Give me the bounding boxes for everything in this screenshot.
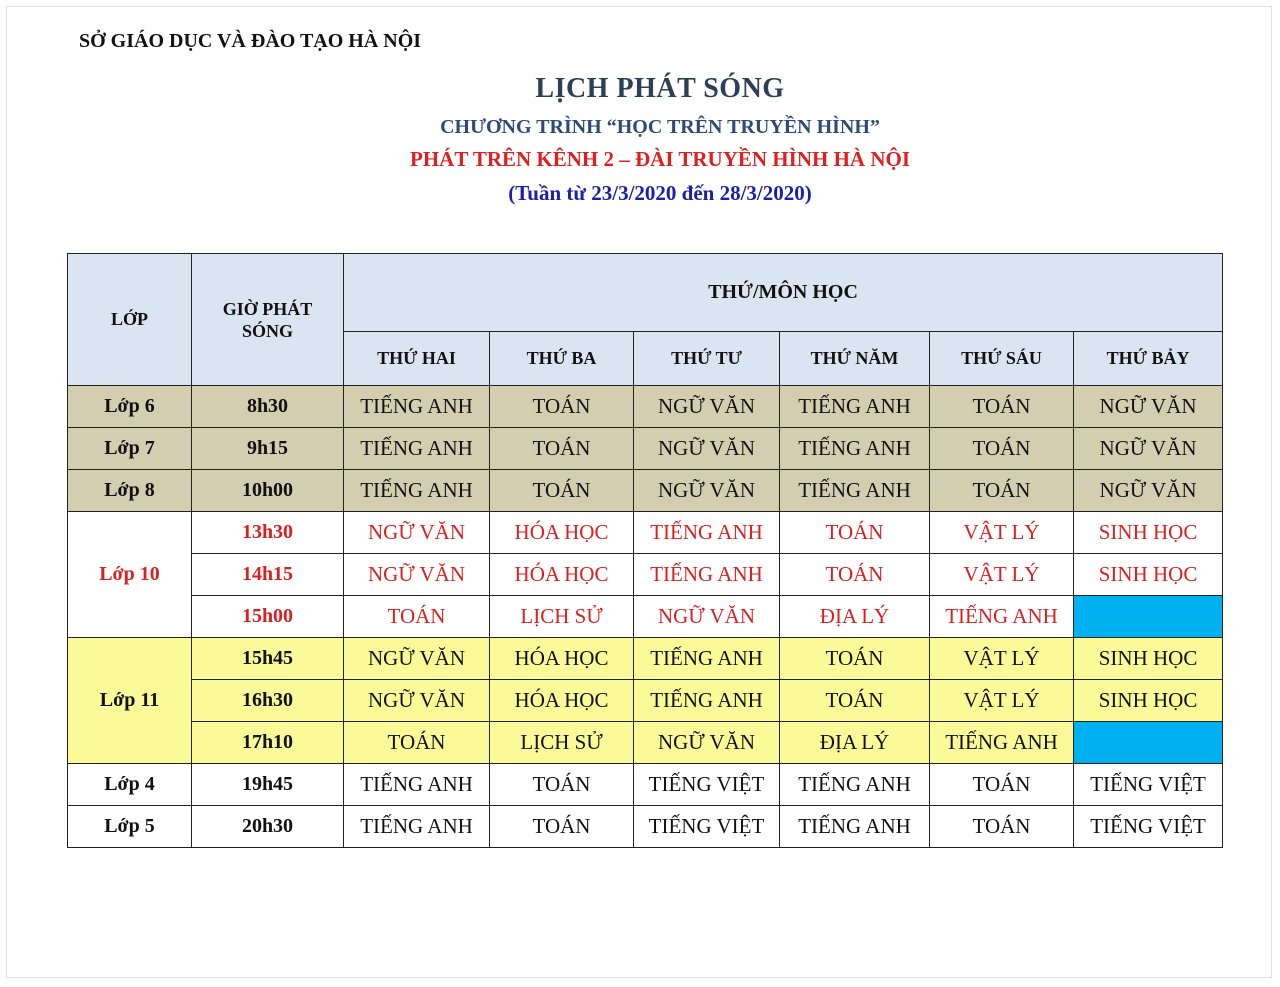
broadcast-schedule-table <box>67 253 1223 848</box>
subject-cell: TOÁN <box>780 512 930 554</box>
table-row <box>68 428 1223 470</box>
subject-cell: NGỮ VĂN <box>344 680 490 722</box>
subject-cell: SINH HỌC <box>1074 638 1223 680</box>
subject-cell: VẬT LÝ <box>930 680 1074 722</box>
subject-cell: NGỮ VĂN <box>344 512 490 554</box>
time-cell: 15h00 <box>192 596 344 638</box>
table-row <box>68 470 1223 512</box>
subject-cell: VẬT LÝ <box>930 638 1074 680</box>
subject-cell: TIẾNG ANH <box>634 680 780 722</box>
time-cell: 16h30 <box>192 680 344 722</box>
subject-cell: NGỮ VĂN <box>1074 428 1223 470</box>
subject-cell: TIẾNG ANH <box>634 512 780 554</box>
class-cell: Lớp 8 <box>68 470 192 512</box>
subject-cell: TIẾNG ANH <box>930 596 1074 638</box>
subject-cell: TIẾNG ANH <box>780 806 930 848</box>
header-day: THỨ TƯ <box>634 332 780 386</box>
subject-cell: TOÁN <box>930 470 1074 512</box>
header-class: LỚP <box>68 254 192 386</box>
table-row <box>68 512 1223 554</box>
table-row <box>68 638 1223 680</box>
subject-cell: TOÁN <box>930 764 1074 806</box>
header-day: THỨ BẢY <box>1074 332 1223 386</box>
header-day: THỨ NĂM <box>780 332 930 386</box>
subject-cell: TOÁN <box>344 596 490 638</box>
subject-cell: NGỮ VĂN <box>634 596 780 638</box>
subject-cell: SINH HỌC <box>1074 680 1223 722</box>
subject-cell: TIẾNG VIỆT <box>1074 764 1223 806</box>
subject-cell: TIẾNG VIỆT <box>1074 806 1223 848</box>
subject-cell: TOÁN <box>780 554 930 596</box>
table-row <box>68 596 1223 638</box>
header-time: GIỜ PHÁT SÓNG <box>192 254 344 386</box>
subject-cell: TOÁN <box>490 470 634 512</box>
time-cell: 13h30 <box>192 512 344 554</box>
subject-cell: TIẾNG ANH <box>780 386 930 428</box>
subject-cell: TOÁN <box>344 722 490 764</box>
subject-cell: TIẾNG ANH <box>344 764 490 806</box>
subject-cell: HÓA HỌC <box>490 638 634 680</box>
subject-cell: TIẾNG ANH <box>344 428 490 470</box>
subject-cell: TOÁN <box>490 386 634 428</box>
subject-cell: TIẾNG ANH <box>930 722 1074 764</box>
subject-cell: TIẾNG ANH <box>344 386 490 428</box>
time-cell: 8h30 <box>192 386 344 428</box>
subject-cell: TIẾNG VIỆT <box>634 764 780 806</box>
subject-cell: ĐỊA LÝ <box>780 722 930 764</box>
subject-cell: NGỮ VĂN <box>344 638 490 680</box>
subject-cell: TIẾNG ANH <box>780 470 930 512</box>
subject-cell: TIẾNG ANH <box>780 764 930 806</box>
subject-cell: HÓA HỌC <box>490 554 634 596</box>
time-cell: 19h45 <box>192 764 344 806</box>
channel-subtitle: PHÁT TRÊN KÊNH 2 – ĐÀI TRUYỀN HÌNH HÀ NỘI <box>410 147 910 171</box>
subject-cell: TOÁN <box>490 806 634 848</box>
subject-cell: LỊCH SỬ <box>490 596 634 638</box>
empty-cell <box>1074 722 1223 764</box>
subject-cell: HÓA HỌC <box>490 680 634 722</box>
table-row <box>68 764 1223 806</box>
subject-cell: TOÁN <box>930 386 1074 428</box>
subject-cell: TOÁN <box>930 428 1074 470</box>
subject-cell: NGỮ VĂN <box>634 428 780 470</box>
program-subtitle: CHƯƠNG TRÌNH “HỌC TRÊN TRUYỀN HÌNH” <box>440 116 880 138</box>
class-cell: Lớp 4 <box>68 764 192 806</box>
subject-cell: TOÁN <box>780 638 930 680</box>
subject-cell: TIẾNG ANH <box>344 470 490 512</box>
time-cell: 20h30 <box>192 806 344 848</box>
subject-cell: NGỮ VĂN <box>634 722 780 764</box>
header-days-group: THỨ/MÔN HỌC <box>344 254 1223 332</box>
subject-cell: HÓA HỌC <box>490 512 634 554</box>
subject-cell: TIẾNG ANH <box>634 554 780 596</box>
header-day: THỨ BA <box>490 332 634 386</box>
subject-cell: ĐỊA LÝ <box>780 596 930 638</box>
class-cell: Lớp 5 <box>68 806 192 848</box>
subject-cell: SINH HỌC <box>1074 554 1223 596</box>
subject-cell: TIẾNG ANH <box>344 806 490 848</box>
subject-cell: NGỮ VĂN <box>634 470 780 512</box>
table-row <box>68 806 1223 848</box>
subject-cell: TOÁN <box>490 764 634 806</box>
time-cell: 17h10 <box>192 722 344 764</box>
class-cell: Lớp 7 <box>68 428 192 470</box>
time-cell: 10h00 <box>192 470 344 512</box>
table-row <box>68 722 1223 764</box>
subject-cell: TIẾNG ANH <box>634 638 780 680</box>
organization-name: SỞ GIÁO DỤC VÀ ĐÀO TẠO HÀ NỘI <box>79 30 422 52</box>
class-cell: Lớp 6 <box>68 386 192 428</box>
subject-cell: TIẾNG ANH <box>780 428 930 470</box>
document-title: LỊCH PHÁT SÓNG <box>535 73 785 104</box>
time-cell: 15h45 <box>192 638 344 680</box>
subject-cell: SINH HỌC <box>1074 512 1223 554</box>
table-row <box>68 386 1223 428</box>
subject-cell: TIẾNG VIỆT <box>634 806 780 848</box>
time-cell: 9h15 <box>192 428 344 470</box>
subject-cell: VẬT LÝ <box>930 554 1074 596</box>
subject-cell: TOÁN <box>490 428 634 470</box>
header-day: THỨ SÁU <box>930 332 1074 386</box>
subject-cell: TOÁN <box>780 680 930 722</box>
header-day: THỨ HAI <box>344 332 490 386</box>
subject-cell: NGỮ VĂN <box>1074 386 1223 428</box>
empty-cell <box>1074 596 1223 638</box>
subject-cell: NGỮ VĂN <box>634 386 780 428</box>
time-cell: 14h15 <box>192 554 344 596</box>
subject-cell: NGỮ VĂN <box>1074 470 1223 512</box>
table-row <box>68 554 1223 596</box>
week-range: (Tuần từ 23/3/2020 đến 28/3/2020) <box>508 181 812 205</box>
subject-cell: VẬT LÝ <box>930 512 1074 554</box>
table-row <box>68 680 1223 722</box>
class-cell: Lớp 11 <box>68 638 192 764</box>
class-cell: Lớp 10 <box>68 512 192 638</box>
subject-cell: TOÁN <box>930 806 1074 848</box>
subject-cell: NGỮ VĂN <box>344 554 490 596</box>
subject-cell: LỊCH SỬ <box>490 722 634 764</box>
